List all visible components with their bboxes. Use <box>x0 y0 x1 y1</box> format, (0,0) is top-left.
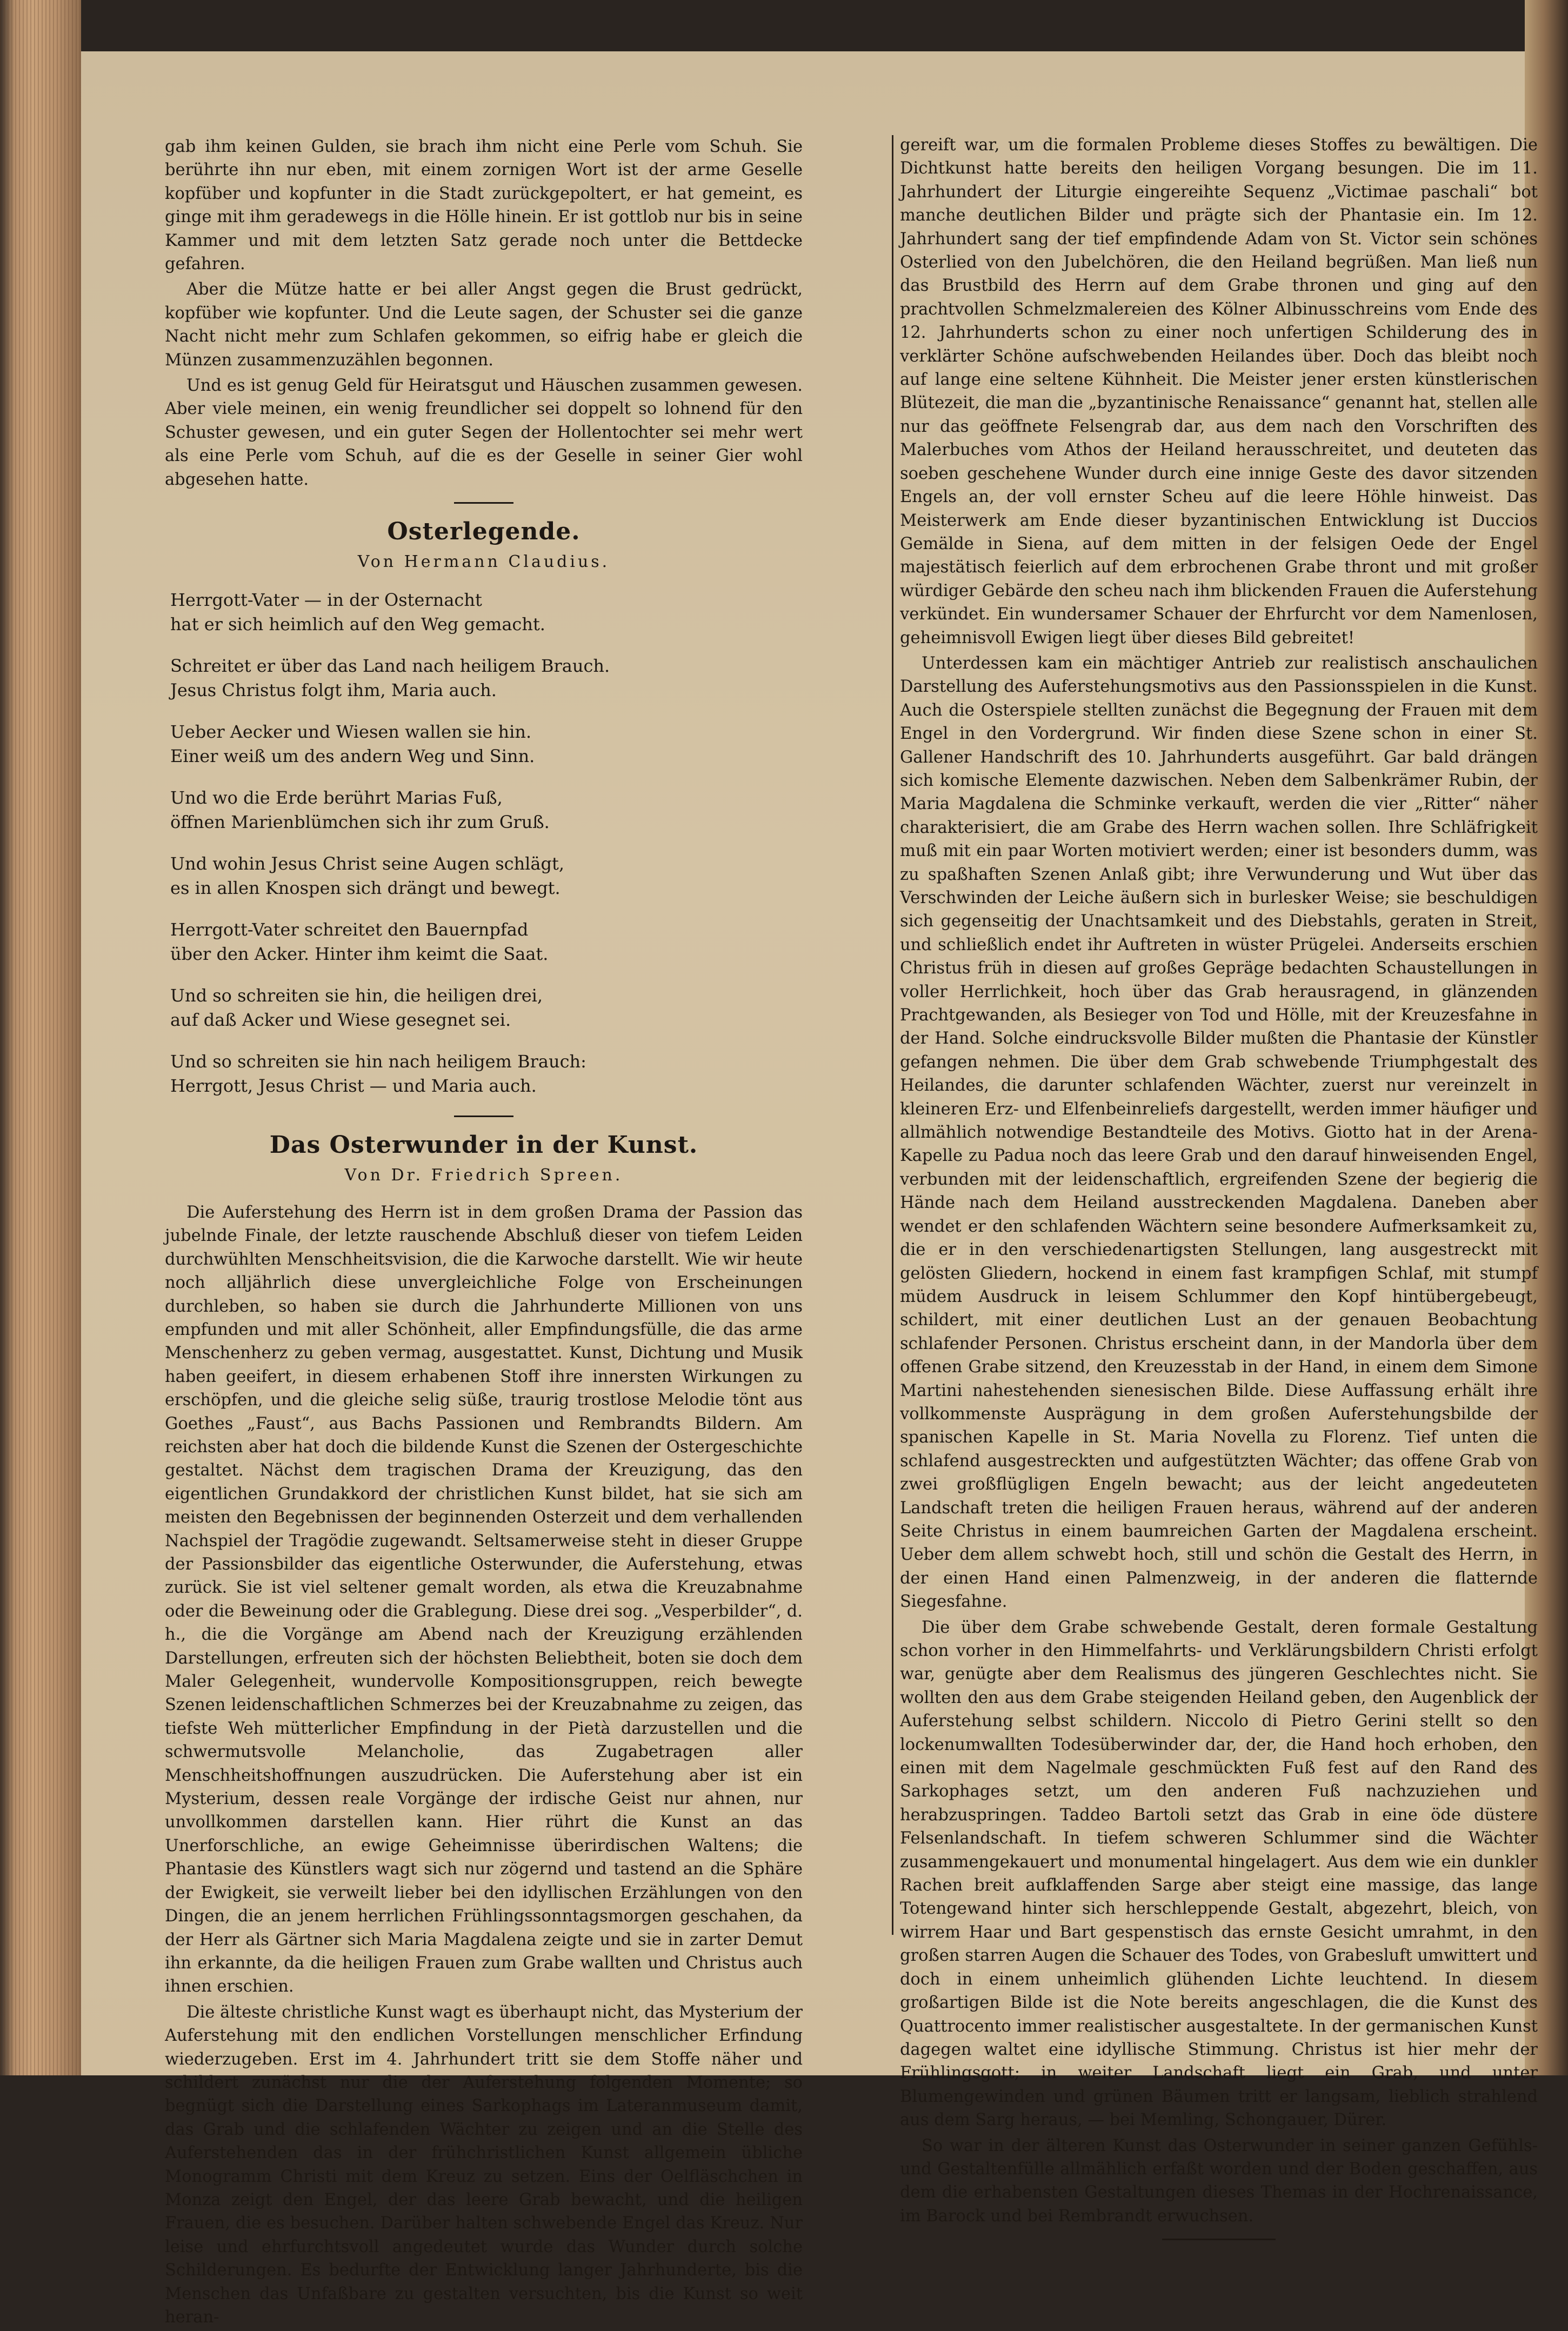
poem-line: Schreitet er über das Land nach heiligem Brauch. <box>170 655 610 676</box>
poem-line: Ueber Aecker und Wiesen wallen sie hin. <box>170 721 532 742</box>
poem-line: öffnen Marienblümchen sich ihr zum Gruß. <box>170 811 550 832</box>
poem-line: Herrgott, Jesus Christ — und Maria auch. <box>170 1075 537 1096</box>
poem-line: Und so schreiten sie hin, die heiligen drei, <box>170 985 543 1006</box>
poem-line: Und wohin Jesus Christ seine Augen schlägt, <box>170 853 564 874</box>
poem-stanza <box>170 1050 803 1098</box>
column-rule <box>892 135 893 1935</box>
section-divider <box>454 1116 513 1117</box>
poem-line: es in allen Knospen sich drängt und bewegt. <box>170 877 561 898</box>
poem-stanza <box>170 984 803 1032</box>
poem-stanza <box>170 720 803 769</box>
book-binding-left <box>0 0 81 2075</box>
poem-line: Und so schreiten sie hin nach heiligem Brauch: <box>170 1051 586 1072</box>
poem-line: auf daß Acker und Wiese gesegnet sei. <box>170 1009 511 1030</box>
poem-line: Herrgott-Vater — in der Osternacht <box>170 589 482 610</box>
poem-title: Osterlegende. <box>387 518 581 546</box>
article-author: Von Dr. Friedrich Spreen. <box>344 1165 623 1185</box>
poem-line: Einer weiß um des andern Weg und Sinn. <box>170 745 535 766</box>
poem-stanza <box>170 852 803 900</box>
poem-line: Herrgott-Vater schreitet den Bauernpfad <box>170 919 529 940</box>
article-paragraph: Unterdessen kam ein mächtiger Antrieb zur realistisch anschaulichen Darstellung des Auferstehungsmotivs aus den Passionsspielen in die Kunst. Auch die Osterspiele stellten zunächst die Begegnung der Frauen mit dem Engel in den Vordergrund. Wir finden diese Szene schon in einer St. Gallener Handschrift des 10. Jahrhunderts ausgeführt. Gar bald drängen sich komische Elemente dazwischen. Neben dem Salbenkrämer Rubin, der Maria Magdalena die Schminke verkauft, werden die vier „Ritter“ näher charakterisiert, die am Grabe des Herrn wachen sollen. Ihre Schläfrigkeit muß mit ein paar Worten motiviert werden; einer ist besonders dumm, was zu spaßhaften Szenen Anlaß gibt; ihre Verwunderung und Wut über das Verschwinden der Leiche äußern sich in burlesker Weise; sie beschuldigen sich gegenseitig der Unachtsamkeit und des Diebstahls, geraten in Streit, und schließlich endet ihr Auftreten in wüster Prügelei. Anderseits erschien Christus früh in diesen auf großes Gepräge bedachten Schaustellungen in voller Herrlichkeit, hoch über das Grab herausragend, in glänzenden Prachtgewanden, als Besieger von Tod und Hölle, mit der Kreuzesfahne in der Hand. Solche eindrucksvolle Bilder mußten die Phantasie der Künstler gefangen nehmen. Die über dem Grab schwebende Triumphgestalt des Heilandes, die darunter schlafenden Wächter, zuerst nur vereinzelt in kleineren Erz- und Elfenbeinreliefs dargestellt, werden immer häufiger und allmählich notwendige Bestandteile des Motivs. Giotto hat in der Arena-Kapelle zu Padua noch das leere Grab und den darauf hinweisenden Engel, verbunden mit der leidenschaftlich, ergreifenden Szene der begierig die Hände nach dem Heiland ausstreckenden Magdalena. Daneben aber wendet er den schlafenden Wächtern seine besondere Aufmerksamkeit zu, die er in den verschiedenartigsten Stellungen, lang ausgestreckt mit gelösten Gliedern, hockend in einem fast krampfigen Schlaf, mit stumpf müdem Ausdruck in leisem Schlummer den Kopf hintübergebeugt, schildert, mit einer deutlichen Lust an der genauen Beobachtung schlafender Personen. Christus erscheint dann, in der Mandorla über dem offenen Grabe sitzend, den Kreuzesstab in der Hand, in einem dem Simone Martini nahestehenden sienesischen Bilde. Diese Auffassung erhält ihre vollkommenste Ausprägung in dem großen Auferstehungsbilde der spanischen Kapelle in St. Maria Novella zu Florenz. Tief unten die schlafend ausgestreckten und aufgestützten Wächter; das offene Grab von zwei großflügligen Engeln bewacht; aus der leicht angedeuteten Landschaft treten die heiligen Frauen heraus, während auf der anderen Seite Christus in einem baumreichen Garten der Magdalena erscheint. Ueber dem allem schwebt hoch, still und schön die Gestalt des Herrn, in der einen Hand einen Palmenzweig, in der anderen die flatternde Siegesfahne. <box>900 653 1538 1612</box>
article-paragraph: gereift war, um die formalen Probleme dieses Stoffes zu bewältigen. Die Dichtkunst hatte bereits den heiligen Vorgang besungen. Die im 11. Jahrhundert der Liturgie eingereihte Sequenz „Victimae paschali“ bot manche deutlichen Bilder und prägte sich der Phantasie ein. Im 12. Jahrhundert sang der tief empfindende Adam von St. Victor sein schönes Osterlied von den Jubelchören, die den Heiland begrüßen. Man ließ nun das Brustbild des Herrn auf dem Grabe thronen und ging auf den prachtvollen Schmelzmalereien des Kölner Albinusschreins vom Ende des 12. Jahrhunderts schon zu einer noch unfertigen Schilderung des in verklärter Schöne aufschwebenden Heilandes über. Doch das bleibt noch auf lange eine seltene Kühnheit. Die Meister jener ersten künstlerischen Blütezeit, die man die „byzantinische Renaissance“ genannt hat, stellen alle nur das geöffnete Felsengrab dar, aus dem nach den Vorschriften des Malerbuches vom Athos der Heiland herausschreitet, und deuteten das soeben geschehene Wunder durch eine innige Geste des davor sitzenden Engels an, der voll ernster Scheu auf die leere Höhle hinweist. Das Meisterwerk am Ende dieser byzantinischen Entwicklung ist Duccios Gemälde in Siena, auf dem mitten in der felsigen Oede der Engel majestätisch feierlich auf dem erbrochenen Grabe thront und mit großer würdiger Gebärde den scheu nach ihm blickenden Frauen die Auferstehung verkündet. Ein wundersamer Schauer der Ehrfurcht vor dem Namenlosen, geheimnisvoll Ewigen liegt über dieses Bild gebreitet! <box>900 136 1538 647</box>
poem-stanza <box>170 588 803 637</box>
poem-line: Jesus Christus folgt ihm, Maria auch. <box>170 679 497 700</box>
poem-stanza <box>170 654 803 703</box>
end-divider <box>1162 2239 1276 2240</box>
poem-author: Von Hermann Claudius. <box>357 552 610 572</box>
right-column <box>900 133 1538 2254</box>
article-paragraph: Die älteste christliche Kunst wagt es überhaupt nicht, das Mysterium der Auferstehung mit den endlichen Vorstellungen menschlicher Erfindung wiederzugeben. Erst im 4. Jahrhundert tritt sie dem Stoffe näher und schildert zunächst nur die der Auferstehung folgenden Momente; so begnügt sich die Darstellung eines Sarkophags im Lateranmuseum damit, das Grab und die schlafenden Wächter zu zeigen und an die Stelle des Auferstehenden das in der frühchristlichen Kunst allgemein übliche Monogramm Christi mit dem Kreuz zu setzen. Eins der Oelfläschchen in Monza zeigt den Engel, der das leere Grab bewacht, und die heiligen Frauen, die es besuchen. Darüber halten schwebende Engel das Kreuz. Nur leise und ehrfurchtsvoll angedeutet wurde das Wunder durch solche Schilderungen. Es bedurfte der Entwicklung langer Jahrhunderte, bis die Menschen das Unfaßbare zu gestalten versuchten, bis die Kunst so weit heran- <box>165 2002 803 2327</box>
poem-line: Und wo die Erde berührt Marias Fuß, <box>170 787 503 808</box>
left-column <box>165 135 803 2331</box>
poem-stanza <box>170 786 803 834</box>
poem-line: über den Acker. Hinter ihm keimt die Saat. <box>170 943 549 964</box>
article-paragraph: Die über dem Grabe schwebende Gestalt, deren formale Gestaltung schon vorher in den Himmelfahrts- und Verklärungsbildern Christi erfolgt war, genügte aber dem Realismus des jüngeren Geschlechtes nicht. Sie wollten den aus dem Grabe steigenden Heiland geben, den Augenblick der Auferstehung selbst schildern. Niccolo di Pietro Gerini stellt so den lockenumwallten Todesüberwinder dar, der, die Hand hoch erhoben, den einen mit dem Nagelmale geschmückten Fuß fest auf den Rand des Sarkophages setzt, um den anderen Fuß nachzuziehen und herabzuspringen. Taddeo Bartoli setzt das Grab in eine öde düstere Felsenlandschaft. In tiefem schweren Schlummer sind die Wächter zusammengekauert und monumental hingelagert. Aus dem wie ein dunkler Rachen breit aufklaffenden Sarge aber steigt eine massige, das lange Totengewand hinter sich herschleppende Gestalt, abgezehrt, bleich, von wirrem Haar und Bart gespenstisch das ernste Gesicht umrahmt, in den großen starren Augen die Schauer des Todes, von Grabesluft umwittert und doch in einem unheimlich glühenden Lichte leuchtend. In diesem großartigen Bilde ist die Note bereits angeschlagen, die die Kunst des Quattrocento immer realistischer ausgestaltete. In der germanischen Kunst dagegen waltet eine idyllische Stimmung. Christus ist hier mehr der Frühlingsgott; in weiter Landschaft liegt ein Grab, und unter Blumengewinden und grünen Bäumen tritt er langsam, lieblich strahlend aus dem Sarg heraus, — bei Memling, Schongauer, Dürer. <box>900 1618 1538 2130</box>
article-title: Das Osterwunder in der Kunst. <box>269 1131 698 1159</box>
article-paragraph: Die Auferstehung des Herrn ist in dem großen Drama der Passion das jubelnde Finale, der letzte rauschende Abschluß dieser von tiefem Leiden durchwühlten Menschheitsvision, die die Karwoche darstellt. Wie wir heute noch alljährlich diese unvergleichliche Folge von Erscheinungen durchleben, so haben sie durch die Jahrhunderte Millionen von uns empfunden und mit aller Schönheit, aller Empfindungsfülle, die das arme Menschenherz zu geben vermag, ausgestattet. Kunst, Dichtung und Musik haben geeifert, in diesem erhabenen Stoff ihre innersten Wirkungen zu erschöpfen, und die gleiche selig süße, traurig trostlose Melodie tönt aus Goethes „Faust“, aus Bachs Passionen und Rembrandts Bildern. Am reichsten aber hat doch die bildende Kunst die Szenen der Ostergeschichte gestaltet. Nächst dem tragischen Drama der Kreuzigung, das den eigentlichen Grundakkord der christlichen Kunst bildet, hat sie sich am meisten den Begebnissen der beginnenden Osterzeit und dem verhallenden Nachspiel der Tragödie zugewandt. Seltsamerweise steht in dieser Gruppe der Passionsbilder das eigentliche Osterwunder, die Auferstehung, etwas zurück. Sie ist viel seltener gemalt worden, als etwa die Kreuzabnahme oder die Beweinung oder die Grablegung. Diese drei sog. „Vesperbilder“, d. h., die die Vorgänge am Abend nach der Kreuzigung erzählenden Darstellungen, erfreuten sich der höchsten Beliebtheit, boten sie doch dem Maler Gelegenheit, wundervolle Kompositionsgruppen, reich bewegte Szenen leidenschaftlichen Schmerzes bei der Kreuzabnahme zu zeigen, das tiefste Weh mütterlicher Empfindung in der Pietà darzustellen und die schwermutsvolle Melancholie, das Zugabetragen aller Menschheitshoffnungen auszudrücken. Die Auferstehung aber ist ein Mysterium, dessen reale Vorgänge der irdische Geist nur ahnen, nur unvollkommen darstellen kann. Hier rührt die Kunst an das Unerforschliche, an ewige Geheimnisse überirdischen Waltens; die Phantasie des Künstlers wagt sich nur zögernd und tastend an die Sphäre der Ewigkeit, sie verweilt lieber bei den idyllischen Erzählungen von den Dingen, die an jenem herrlichen Frühlingssonntagsmorgen geschahen, da der Herr als Gärtner sich Maria Magdalena zeigte und sie in zarter Demut ihn erkannte, da die heiligen Frauen zum Grabe wallten und Christus auch ihnen erschien. <box>165 1203 803 1996</box>
poem-stanza <box>170 918 803 966</box>
poem-line: hat er sich heimlich auf den Weg gemacht. <box>170 613 545 634</box>
story-paragraph: Und es ist genug Geld für Heiratsgut und Häuschen zusammen gewesen. Aber viele meinen, ein wenig freundlicher sei doppelt so lohnend für den Schuster gewesen, und ein guter Segen der Hollentochter sei mehr wert als eine Perle vom Schuh, auf die es der Geselle in seiner Gier wohl abgesehen hatte. <box>165 376 803 489</box>
section-divider <box>454 502 513 504</box>
article-paragraph: So war in der älteren Kunst das Osterwunder in seiner ganzen Gefühls- und Gestaltenfülle allmählich erfaßt worden und der Boden geschaffen, aus dem die erhabensten Gestaltungen dieses Themas in der Hochrenaissance, im Barock und bei Rembrandt erwuchsen. <box>900 2136 1538 2226</box>
story-paragraph: Aber die Mütze hatte er bei aller Angst gegen die Brust gedrückt, kopfüber wie kopfunter. Und die Leute sagen, der Schuster sei die ganze Nacht nicht mehr zum Schlafen gekommen, so eifrig habe er gleich die Münzen zusammenzuzählen begonnen. <box>165 280 803 370</box>
story-paragraph: gab ihm keinen Gulden, sie brach ihm nicht eine Perle vom Schuh. Sie berührte ihn nur eben, mit einem zornigen Wort ist der arme Geselle kopfüber und kopfunter in die Stadt zurückgepoltert, er hat gemeint, es ginge mit ihm geradewegs in die Hölle hinein. Er ist gottlob nur bis in seine Kammer und mit dem letzten Satz gerade noch unter die Bettdecke gefahren. <box>165 137 803 274</box>
